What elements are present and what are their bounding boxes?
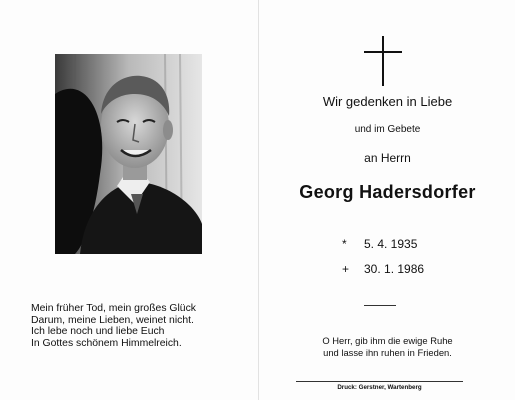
poem-line: In Gottes schönem Himmelreich. [31,337,182,349]
death-date-row [342,262,424,276]
prayer-intro-line: und im Gebete [354,124,421,135]
prayer-line: O Herr, gib ihm die ewige Ruhe [322,335,453,346]
birth-date-row [342,237,417,251]
portrait-image [55,54,202,254]
deceased-name: Georg Hadersdorfer [299,182,476,202]
portrait-photo [55,54,202,254]
latin-cross-icon [364,36,402,86]
honorific-line: an Herrn [364,151,411,165]
remembrance-line: Wir gedenken in Liebe [322,94,453,109]
birth-date: 5. 4. 1935 [364,237,418,251]
printer-credit: Druck: Gerstner, Wartenberg [337,384,422,391]
bottom-divider [296,381,463,382]
poem-line: Ich lebe noch und liebe Euch [31,326,165,338]
death-symbol: + [342,262,350,276]
prayer-line: und lasse ihn ruhen in Frieden. [323,347,452,358]
poem-line: Darum, meine Lieben, weinet nicht. [31,314,194,326]
divider [364,305,396,306]
fold-line [258,0,259,400]
poem [31,303,241,349]
birth-symbol: * [342,237,347,251]
death-date: 30. 1. 1986 [364,262,425,276]
poem-line: Mein früher Tod, mein großes Glück [31,303,196,314]
